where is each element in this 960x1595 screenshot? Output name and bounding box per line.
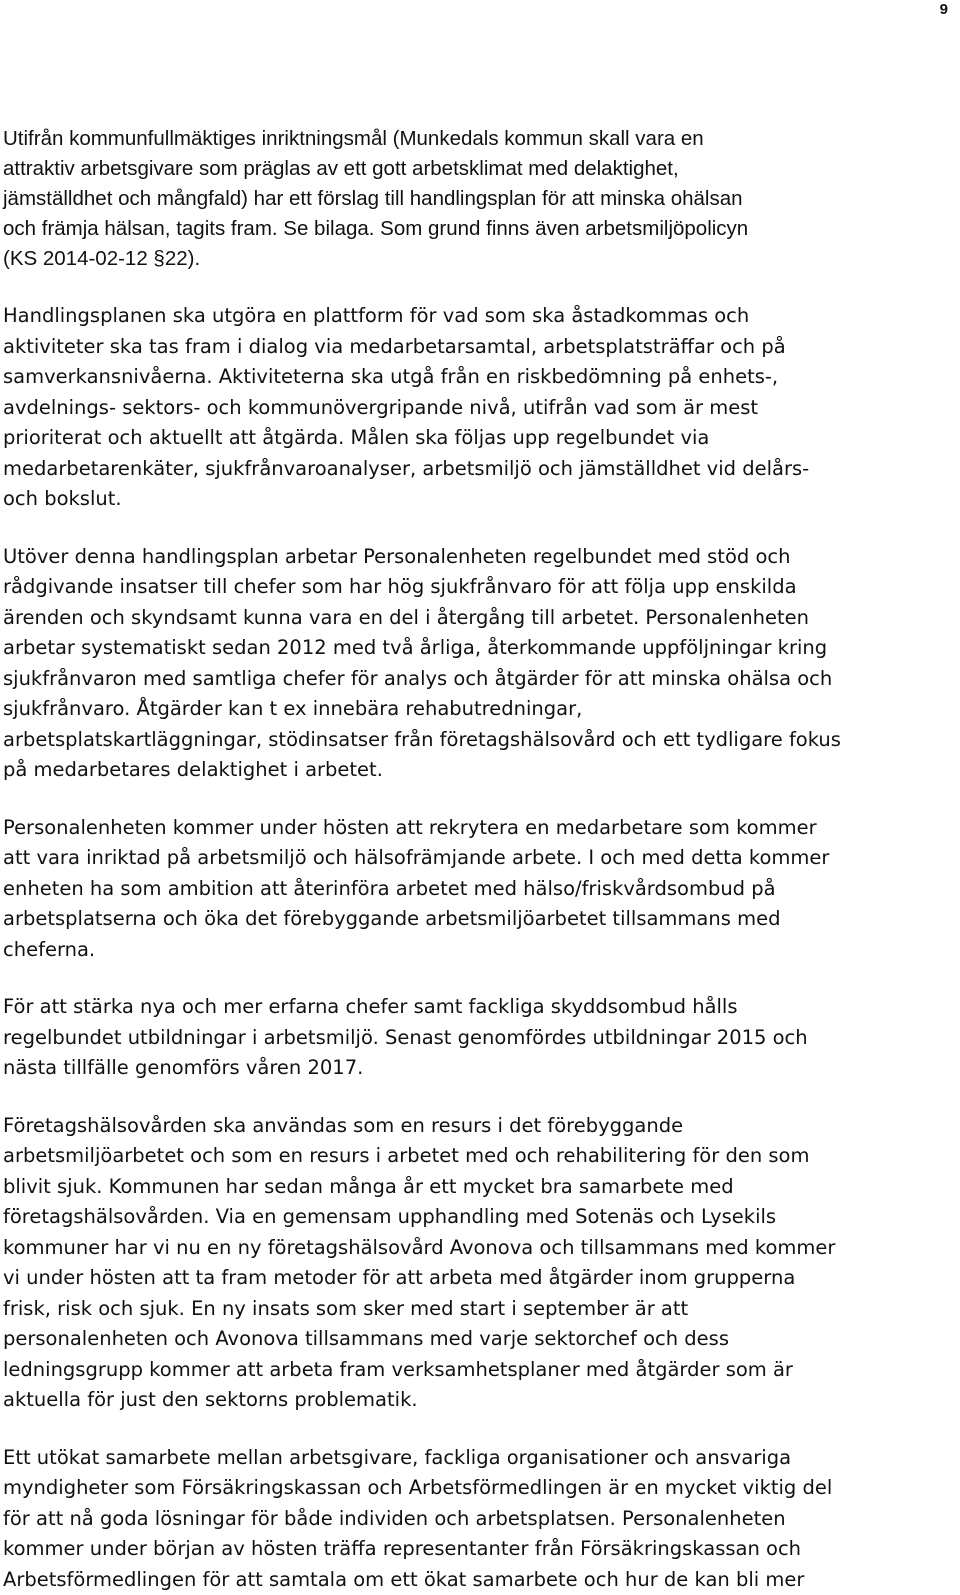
paragraph-6 [3, 1111, 958, 1416]
text-line: jämställdhet och mångfald) har ett förslag till handlingsplan för att minska ohälsan [3, 184, 958, 214]
text-line: arbetsplatserna och öka det förebyggande arbetsmiljöarbetet tillsammans med [3, 904, 958, 935]
paragraph-3 [3, 542, 958, 786]
text-line: Utöver denna handlingsplan arbetar Personalenheten regelbundet med stöd och [3, 542, 958, 573]
page-number: 9 [940, 0, 948, 20]
paragraph-gap [3, 515, 958, 542]
text-line: ledningsgrupp kommer att arbeta fram verksamhetsplaner med åtgärder som är [3, 1355, 958, 1386]
text-line: Personalenheten kommer under hösten att rekrytera en medarbetare som kommer [3, 813, 958, 844]
text-line: arbetsplatskartläggningar, stödinsatser från företagshälsovård och ett tydligare fokus [3, 725, 958, 756]
text-line: cheferna. [3, 935, 958, 966]
text-line: (KS 2014-02-12 §22). [3, 244, 958, 274]
text-line: kommuner har vi nu en ny företagshälsovård Avonova och tillsammans med kommer [3, 1233, 958, 1264]
text-line: rådgivande insatser till chefer som har hög sjukfrånvaro för att följa upp enskilda [3, 572, 958, 603]
text-line: kommer under början av hösten träffa representanter från Försäkringskassan och [3, 1534, 958, 1565]
text-line: för att nå goda lösningar för både individen och arbetsplatsen. Personalenheten [3, 1504, 958, 1535]
paragraph-gap [3, 1084, 958, 1111]
text-line: blivit sjuk. Kommunen har sedan många år ett mycket bra samarbete med [3, 1172, 958, 1203]
text-line: medarbetarenkäter, sjukfrånvaroanalyser, arbetsmiljö och jämställdhet vid delårs- [3, 454, 958, 485]
text-line: nästa tillfälle genomförs våren 2017. [3, 1053, 958, 1084]
text-line: Handlingsplanen ska utgöra en plattform för vad som ska åstadkommas och [3, 301, 958, 332]
paragraph-7 [3, 1443, 958, 1595]
text-line: myndigheter som Försäkringskassan och Arbetsförmedlingen är en mycket viktig del [3, 1473, 958, 1504]
text-line: enheten ha som ambition att återinföra arbetet med hälso/friskvårdsombud på [3, 874, 958, 905]
text-line: Företagshälsovården ska användas som en resurs i det förebyggande [3, 1111, 958, 1142]
text-line: aktuella för just den sektorns problematik. [3, 1385, 958, 1416]
paragraph-gap [3, 965, 958, 992]
text-line: att vara inriktad på arbetsmiljö och hälsofrämjande arbete. I och med detta kommer [3, 843, 958, 874]
text-line: på medarbetares delaktighet i arbetet. [3, 755, 958, 786]
paragraph-gap [3, 1416, 958, 1443]
text-line: Utifrån kommunfullmäktiges inriktningsmål (Munkedals kommun skall vara en [3, 124, 958, 154]
text-line: arbetsmiljöarbetet och som en resurs i arbetet med och rehabilitering för den som [3, 1141, 958, 1172]
text-line: Arbetsförmedlingen för att samtala om ett ökat samarbete och hur de kan bli mer [3, 1565, 958, 1595]
text-line: ärenden och skyndsamt kunna vara en del i återgång till arbetet. Personalenheten [3, 603, 958, 634]
paragraph-1 [3, 124, 958, 274]
document-body [3, 124, 958, 1595]
paragraph-5 [3, 992, 958, 1084]
text-line: och bokslut. [3, 484, 958, 515]
text-line: För att stärka nya och mer erfarna chefer samt fackliga skyddsombud hålls [3, 992, 958, 1023]
text-line: regelbundet utbildningar i arbetsmiljö. Senast genomfördes utbildningar 2015 och [3, 1023, 958, 1054]
text-line: sjukfrånvaro. Åtgärder kan t ex innebära rehabutredningar, [3, 694, 958, 725]
text-line: Ett utökat samarbete mellan arbetsgivare, fackliga organisationer och ansvariga [3, 1443, 958, 1474]
text-line: företagshälsovården. Via en gemensam upphandling med Sotenäs och Lysekils [3, 1202, 958, 1233]
paragraph-gap [3, 786, 958, 813]
text-line: vi under hösten att ta fram metoder för att arbeta med åtgärder inom grupperna [3, 1263, 958, 1294]
text-line: personalenheten och Avonova tillsammans med varje sektorchef och dess [3, 1324, 958, 1355]
paragraph-2 [3, 301, 958, 515]
text-line: arbetar systematiskt sedan 2012 med två årliga, återkommande uppföljningar kring [3, 633, 958, 664]
text-line: attraktiv arbetsgivare som präglas av ett gott arbetsklimat med delaktighet, [3, 154, 958, 184]
paragraph-gap [3, 274, 958, 301]
text-line: prioriterat och aktuellt att åtgärda. Målen ska följas upp regelbundet via [3, 423, 958, 454]
text-line: aktiviteter ska tas fram i dialog via medarbetarsamtal, arbetsplatsträffar och på [3, 332, 958, 363]
paragraph-4 [3, 813, 958, 966]
text-line: avdelnings- sektors- och kommunövergripande nivå, utifrån vad som är mest [3, 393, 958, 424]
text-line: frisk, risk och sjuk. En ny insats som sker med start i september är att [3, 1294, 958, 1325]
text-line: sjukfrånvaron med samtliga chefer för analys och åtgärder för att minska ohälsa och [3, 664, 958, 695]
text-line: och främja hälsan, tagits fram. Se bilaga. Som grund finns även arbetsmiljöpolicyn [3, 214, 958, 244]
text-line: samverkansnivåerna. Aktiviteterna ska utgå från en riskbedömning på enhets-, [3, 362, 958, 393]
